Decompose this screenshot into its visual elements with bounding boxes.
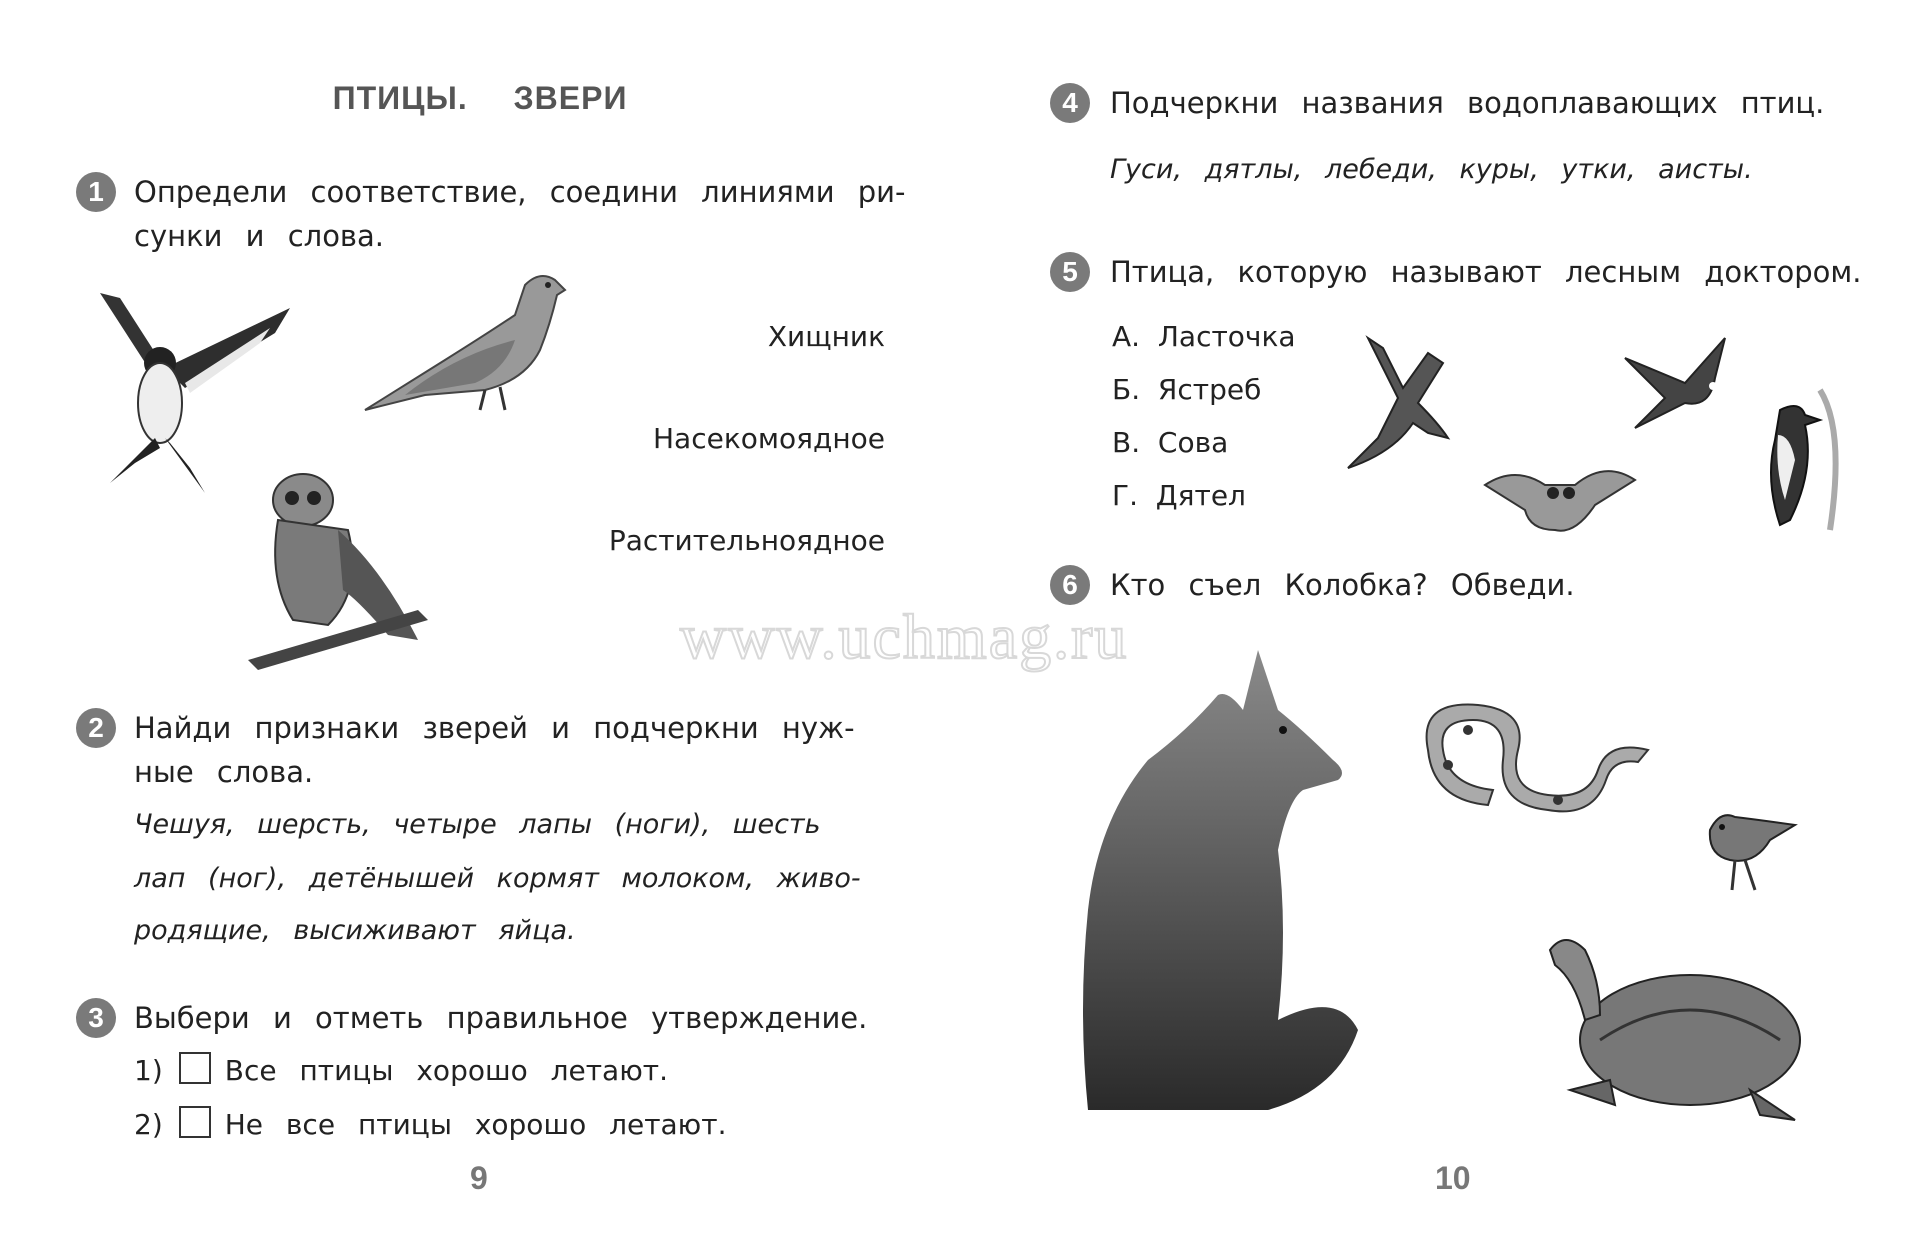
task-3-option-2	[134, 1106, 726, 1141]
fox-picture[interactable]	[1078, 650, 1368, 1120]
title-part-birds: ПТИЦЫ.	[332, 80, 468, 116]
task-4-line-1: Подчеркни названия водоплавающих птиц.	[1110, 86, 1825, 120]
option-2-label: 2)	[134, 1108, 163, 1141]
option-b-letter: Б.	[1112, 373, 1141, 406]
option-2-checkbox[interactable]	[179, 1106, 211, 1138]
task-2-line-2: ные слова.	[134, 755, 314, 789]
option-c-letter: В.	[1112, 426, 1141, 459]
option-1-text: Все птицы хорошо летают.	[224, 1054, 668, 1087]
task-2-words-line-2[interactable]: лап (ног), детёнышей кормят молоком, живо-	[134, 863, 861, 894]
task-6-number: 6	[1050, 565, 1090, 605]
turtle-picture[interactable]	[1540, 930, 1810, 1130]
pigeon-picture[interactable]	[365, 265, 595, 425]
task-5-number: 5	[1050, 252, 1090, 292]
page-title	[0, 80, 960, 117]
task-2-words-line-1[interactable]: Чешуя, шерсть, четыре лапы (ноги), шесть	[134, 809, 821, 840]
option-a-text: Ласточка	[1157, 320, 1296, 353]
sparrow-picture[interactable]	[1700, 805, 1800, 895]
option-1-checkbox[interactable]	[179, 1052, 211, 1084]
task-3-option-1	[134, 1052, 668, 1087]
task-5-line-1: Птица, которую называют лесным доктором.	[1110, 255, 1862, 289]
word-insectivore[interactable]: Насекомоядное	[653, 422, 885, 455]
page-number-right: 10	[1435, 1160, 1471, 1196]
option-d-letter: Г.	[1112, 479, 1138, 512]
option-1-label: 1)	[134, 1054, 163, 1087]
swallow-small-picture[interactable]	[1625, 338, 1735, 428]
task-2-number: 2	[76, 708, 116, 748]
hawk-picture[interactable]	[1348, 338, 1458, 468]
task-2-words-line-3[interactable]: родящие, высиживают яйца.	[134, 915, 576, 946]
woodpecker-picture[interactable]	[1750, 390, 1850, 530]
task-3-line-1: Выбери и отметь правильное утверждение.	[134, 1001, 868, 1035]
watermark: www.uchmag.ru	[680, 601, 1129, 672]
owl-picture[interactable]	[248, 470, 438, 670]
task-5-option-b[interactable]	[1112, 373, 1261, 406]
option-b-text: Ястреб	[1157, 373, 1262, 406]
option-2-text: Не все птицы хорошо летают.	[224, 1108, 727, 1141]
swallow-picture[interactable]	[95, 288, 295, 498]
task-2-line-1: Найди признаки зверей и подчеркни нуж-	[134, 711, 855, 745]
task-5-option-a[interactable]	[1112, 320, 1296, 353]
task-5-option-d[interactable]	[1112, 479, 1246, 512]
word-herbivore[interactable]: Растительноядное	[608, 524, 885, 557]
option-c-text: Сова	[1157, 426, 1229, 459]
task-1-line-2: сунки и слова.	[134, 219, 385, 253]
page-number-left: 9	[470, 1160, 488, 1196]
task-1-line-1: Определи соответствие, соедини линиями ри-	[134, 175, 906, 209]
task-6-line-1: Кто съел Колобка? Обведи.	[1110, 568, 1575, 602]
snake-picture[interactable]	[1408, 690, 1658, 820]
task-5-option-c[interactable]	[1112, 426, 1228, 459]
task-1-number: 1	[76, 172, 116, 212]
task-3-number: 3	[76, 998, 116, 1038]
title-part-beasts: ЗВЕРИ	[513, 80, 628, 116]
word-predator[interactable]: Хищник	[767, 320, 885, 353]
option-d-text: Дятел	[1155, 479, 1246, 512]
task-4-words[interactable]: Гуси, дятлы, лебеди, куры, утки, аисты.	[1110, 154, 1753, 185]
task-4-number: 4	[1050, 83, 1090, 123]
owl-small-picture[interactable]	[1485, 455, 1635, 535]
option-a-letter: А.	[1112, 320, 1141, 353]
